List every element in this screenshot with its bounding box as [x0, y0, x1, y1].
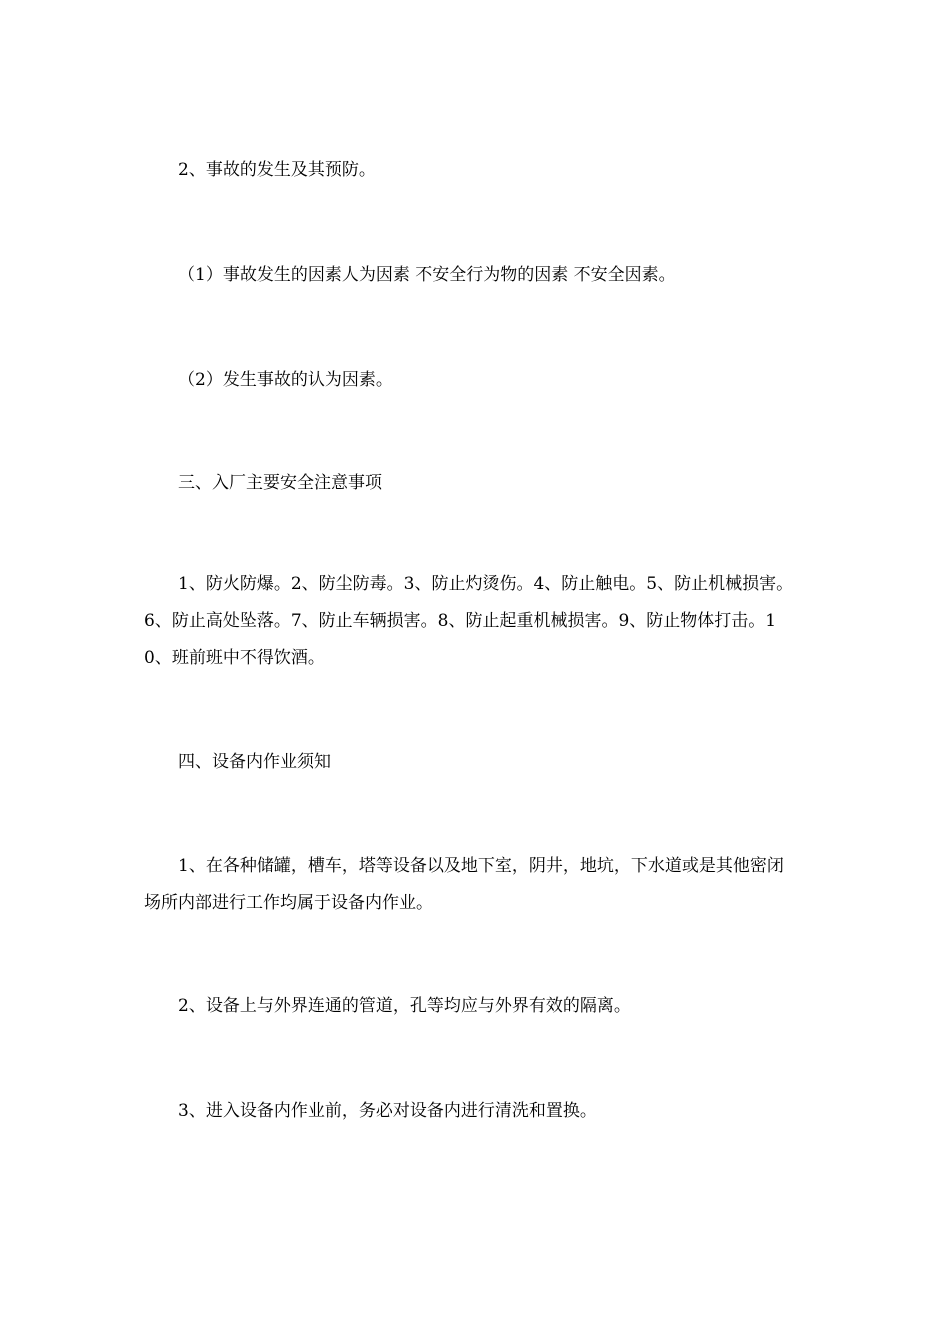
paragraph-accident-prevention: 2、事故的发生及其预防。 — [178, 160, 376, 180]
paragraph-cleaning: 3、进入设备内作业前，务必对设备内进行清洗和置换。 — [178, 1101, 597, 1121]
paragraph-accident-factors: （1）事故发生的因素人为因素 不安全行为物的因素 不安全因素。 — [178, 265, 676, 285]
paragraph-safety-items: 1、防火防爆。2、防尘防毒。3、防止灼烫伤。4、防止触电。5、防止机械损害。6、防止高处坠落。7、防止车辆损害。8、防止起重机械损害。9、防止物体打击。10、班前班中不得饮酒。 — [144, 574, 794, 668]
section-heading-equipment-work: 四、设备内作业须知 — [178, 752, 331, 772]
paragraph-isolation: 2、设备上与外界连通的管道，孔等均应与外界有效的隔离。 — [178, 996, 631, 1016]
paragraph-equipment-definition: 1、在各种储罐，槽车，塔等设备以及地下室，阴井，地坑，下水道或是其他密闭场所内部进行工作均属于设备内作业。 — [144, 856, 784, 913]
section-heading-entry-safety: 三、入厂主要安全注意事项 — [178, 473, 382, 493]
paragraph-human-factors: （2）发生事故的认为因素。 — [178, 370, 393, 390]
